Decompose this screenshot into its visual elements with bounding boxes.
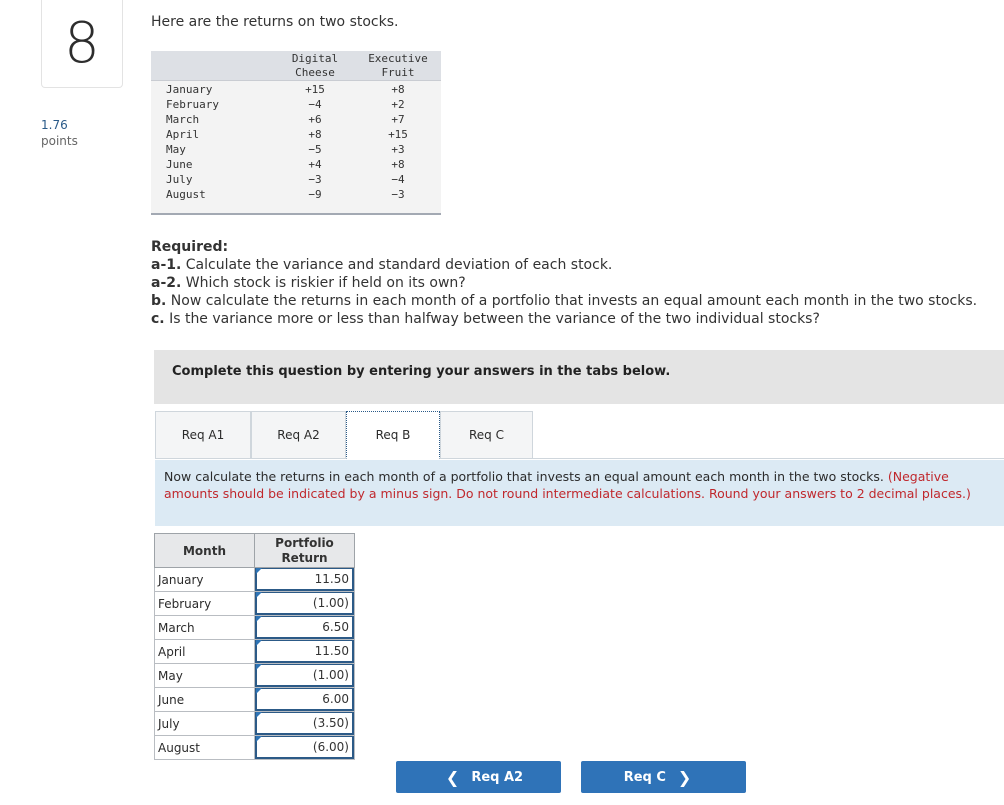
cell-marker-icon <box>256 688 262 694</box>
portfolio-return-input[interactable] <box>255 568 354 591</box>
table-row <box>155 736 355 760</box>
return-cell <box>255 664 355 688</box>
portfolio-table-body <box>155 568 355 760</box>
portfolio-return-input[interactable] <box>255 592 354 615</box>
stock-month: June <box>166 158 193 171</box>
chevron-right-icon: ❯ <box>677 767 692 787</box>
required-item-label: b. <box>151 293 167 309</box>
tab-bar <box>155 411 1004 459</box>
stock-returns-table <box>151 51 441 215</box>
portfolio-return-input[interactable] <box>255 712 354 735</box>
portfolio-return-input[interactable] <box>255 688 354 711</box>
return-cell <box>255 712 355 736</box>
complete-banner: Complete this question by entering your answers in the tabs below. <box>154 350 1004 404</box>
required-title: Required: <box>151 239 229 255</box>
instruction-text: Now calculate the returns in each month of a portfolio that invests an equal amount each month in the two stocks. <box>164 469 884 484</box>
return-value: (1.00) <box>312 668 349 682</box>
stock-value-executive-fruit: +7 <box>391 113 405 126</box>
cell-marker-icon <box>256 712 262 718</box>
stock-value-digital-cheese: −9 <box>308 188 322 201</box>
cell-marker-icon <box>256 736 262 742</box>
required-item-text: Is the variance more or less than halfway between the variance of the two individual stocks? <box>164 311 820 327</box>
stock-row <box>151 157 441 172</box>
return-value: 11.50 <box>314 572 349 586</box>
required-item-text: Now calculate the returns in each month of a portfolio that invests an equal amount each month in the two stocks. <box>166 293 978 309</box>
table-row <box>155 568 355 592</box>
points-label: points <box>41 134 78 148</box>
table-row <box>155 616 355 640</box>
month-cell: February <box>155 592 255 616</box>
table-row <box>155 664 355 688</box>
return-value: 11.50 <box>314 644 349 658</box>
header-executive-fruit <box>361 52 435 80</box>
stock-month: February <box>166 98 219 111</box>
points-value: 1.76 <box>41 118 68 132</box>
portfolio-return-input[interactable] <box>255 616 354 639</box>
month-cell: July <box>155 712 255 736</box>
month-cell: June <box>155 688 255 712</box>
stock-month: January <box>166 83 213 96</box>
month-cell: August <box>155 736 255 760</box>
stock-month: March <box>166 113 200 126</box>
required-item <box>151 292 977 310</box>
next-button-label: Req C <box>623 769 666 785</box>
header-line: Portfolio <box>275 535 334 550</box>
required-item-label: a-1. <box>151 257 182 273</box>
points-info <box>41 117 78 149</box>
stock-value-digital-cheese: −3 <box>308 173 322 186</box>
month-cell: May <box>155 664 255 688</box>
table-row <box>155 688 355 712</box>
stock-value-digital-cheese: −4 <box>308 98 322 111</box>
header-line: Digital <box>291 52 339 65</box>
instruction-box <box>155 460 1004 526</box>
next-button[interactable] <box>581 761 746 793</box>
stock-value-executive-fruit: −3 <box>391 188 405 201</box>
stock-month: July <box>166 173 193 186</box>
stock-row <box>151 82 441 97</box>
header-line: Return <box>281 550 328 565</box>
stock-value-digital-cheese: −5 <box>308 143 322 156</box>
stock-value-executive-fruit: −4 <box>391 173 405 186</box>
stock-value-executive-fruit: +2 <box>391 98 405 111</box>
stock-row <box>151 127 441 142</box>
return-value: (3.50) <box>312 716 349 730</box>
intro-text: Here are the returns on two stocks. <box>151 14 399 30</box>
prev-button[interactable] <box>396 761 561 793</box>
portfolio-return-input[interactable] <box>255 736 354 759</box>
return-cell <box>255 616 355 640</box>
header-line: Cheese <box>295 66 335 79</box>
stock-value-executive-fruit: +3 <box>391 143 405 156</box>
table-row <box>155 592 355 616</box>
table-row <box>155 712 355 736</box>
stock-table-header <box>151 51 441 81</box>
return-cell <box>255 592 355 616</box>
required-item <box>151 256 977 274</box>
tab-req-c[interactable]: Req C <box>440 411 533 459</box>
required-item <box>151 310 977 328</box>
cell-marker-icon <box>256 616 262 622</box>
cell-marker-icon <box>256 592 262 598</box>
return-value: (1.00) <box>312 596 349 610</box>
header-digital-cheese <box>285 52 345 80</box>
prev-button-label: Req A2 <box>471 769 524 785</box>
stock-value-digital-cheese: +6 <box>308 113 322 126</box>
stock-month: April <box>166 128 200 141</box>
question-number: 8 <box>41 0 123 88</box>
tab-req-a2[interactable]: Req A2 <box>251 411 346 459</box>
portfolio-return-input[interactable] <box>255 664 354 687</box>
chevron-left-icon: ❮ <box>445 767 460 787</box>
tab-req-b[interactable]: Req B <box>346 411 440 459</box>
stock-value-executive-fruit: +8 <box>391 158 405 171</box>
required-item-label: c. <box>151 311 165 327</box>
col-return-header <box>255 534 355 568</box>
return-cell <box>255 688 355 712</box>
required-item-label: a-2. <box>151 275 182 291</box>
stock-row <box>151 97 441 112</box>
return-cell <box>255 736 355 760</box>
stock-value-digital-cheese: +8 <box>308 128 322 141</box>
return-value: (6.00) <box>312 740 349 754</box>
col-month-header: Month <box>155 534 255 568</box>
cell-marker-icon <box>256 568 262 574</box>
stock-value-executive-fruit: +15 <box>388 128 408 141</box>
stock-row <box>151 172 441 187</box>
cell-marker-icon <box>256 640 262 646</box>
required-section <box>151 238 977 328</box>
required-items <box>151 256 977 328</box>
header-line: Executive <box>368 52 428 65</box>
instruction-note: (Negative amounts should be indicated by a minus sign. Do not round intermediate calculations. Round your answers to 2 decimal places.) <box>164 469 971 501</box>
stock-month: May <box>166 143 186 156</box>
tab-req-a1[interactable]: Req A1 <box>155 411 251 459</box>
stock-value-executive-fruit: +8 <box>391 83 405 96</box>
return-cell <box>255 568 355 592</box>
portfolio-return-input[interactable] <box>255 640 354 663</box>
required-item <box>151 274 977 292</box>
header-line: Fruit <box>381 66 415 79</box>
return-value: 6.50 <box>322 620 349 634</box>
stock-table-body <box>151 82 441 202</box>
stock-month: August <box>166 188 206 201</box>
stock-row <box>151 142 441 157</box>
cell-marker-icon <box>256 664 262 670</box>
return-cell <box>255 640 355 664</box>
required-item-text: Which stock is riskier if held on its own? <box>181 275 466 291</box>
stock-row <box>151 187 441 202</box>
stock-row <box>151 112 441 127</box>
month-cell: April <box>155 640 255 664</box>
stock-value-digital-cheese: +15 <box>305 83 325 96</box>
stock-value-digital-cheese: +4 <box>308 158 322 171</box>
table-row <box>155 640 355 664</box>
month-cell: March <box>155 616 255 640</box>
month-cell: January <box>155 568 255 592</box>
portfolio-table <box>154 533 355 760</box>
return-value: 6.00 <box>322 692 349 706</box>
required-item-text: Calculate the variance and standard deviation of each stock. <box>181 257 613 273</box>
